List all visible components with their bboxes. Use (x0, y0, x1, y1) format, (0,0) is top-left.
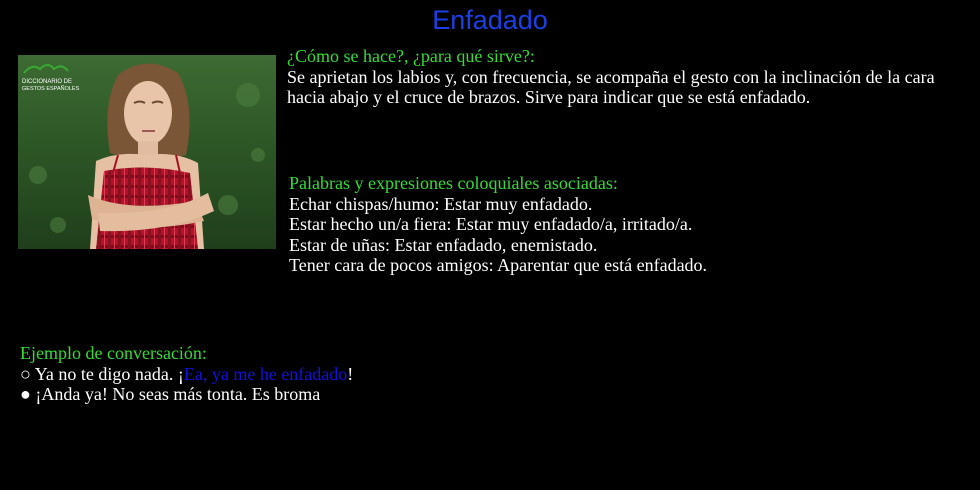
girl-crossed-arms-illustration (18, 55, 276, 249)
example-line-2: ● ¡Anda ya! No seas más tonta. Es broma (20, 384, 321, 404)
how-section (287, 46, 977, 108)
phrases-heading: Palabras y expresiones coloquiales asociadas: (289, 173, 618, 193)
phrase-item: Tener cara de pocos amigos: Aparentar que está enfadado. (289, 255, 708, 275)
example-highlight: Ea, ya me he enfadado (183, 363, 348, 384)
logo-text-line2: GESTOS ESPAÑOLES (22, 86, 80, 92)
example-section (20, 343, 353, 405)
phrase-item: Estar hecho un/a fiera: Estar muy enfadado/a, irritado/a. (289, 214, 693, 234)
gesture-photo (18, 55, 276, 249)
example-line-1-suffix: ! (347, 363, 354, 384)
example-line-1 (20, 364, 353, 385)
how-text: Se aprietan los labios y, con frecuencia, se acompaña el gesto con la inclinación de la cara hacia abajo y el cruce de brazos. Sirve para indicar que se está enfadado. (287, 66, 935, 107)
example-line-1-prefix: ○ Ya no te digo nada. ¡ (20, 363, 184, 384)
how-heading: ¿Cómo se hace?, ¿para qué sirve?: (287, 46, 535, 66)
phrases-section (289, 173, 707, 276)
example-heading: Ejemplo de conversación: (20, 343, 207, 363)
page-title: Enfadado (432, 5, 548, 35)
logo-text-line1: DICCIONARIO DE (22, 79, 73, 85)
phrase-item: Estar de uñas: Estar enfadado, enemistado. (289, 234, 598, 255)
phrase-item: Echar chispas/humo: Estar muy enfadado. (289, 193, 593, 214)
